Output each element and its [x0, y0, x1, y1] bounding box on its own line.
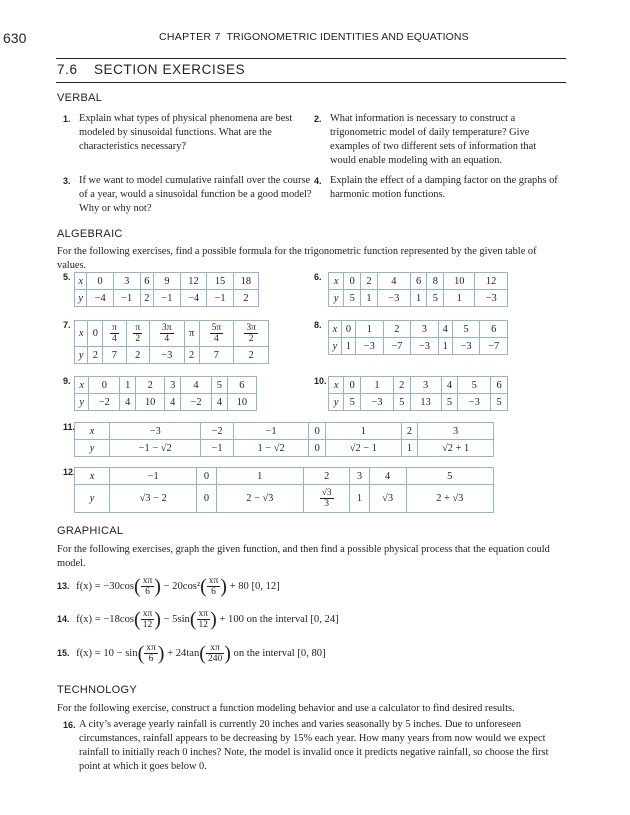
table-cell: x [329, 321, 342, 338]
table-cell: 0 [344, 273, 361, 290]
table-cell: 2 [234, 347, 269, 364]
table-cell: 1 [438, 338, 452, 355]
table-cell: 3 [165, 377, 181, 394]
section-number: 7.6 [57, 62, 78, 77]
exercise-6-table [328, 272, 508, 307]
table-cell: 6 [227, 377, 256, 394]
table-cell: −1 [207, 290, 234, 307]
table-cell: 1 [350, 485, 369, 513]
table-cell: √3 − 2 [110, 485, 197, 513]
chapter-title: TRIGONOMETRIC IDENTITIES AND EQUATIONS [226, 31, 469, 43]
table-cell: 2 [361, 273, 378, 290]
table-cell: 5 [344, 394, 361, 411]
equation-14: 14. f(x) = −18cos( $\frac{x\pi}{12}$ ) − 5sin( $\frac{x\pi}{12}$ ) + 100 on the interval [0, 24] [57, 608, 339, 631]
exercise-7-label: 7. [63, 320, 71, 330]
table-cell: 4 [120, 394, 136, 411]
table-cell: 13 [410, 394, 441, 411]
exercise-5-table [74, 272, 259, 307]
table-row-x [75, 377, 257, 394]
table-cell: x [329, 377, 344, 394]
top-rule [56, 58, 566, 59]
table-cell: 1 [120, 377, 136, 394]
section-title-text: SECTION EXERCISES [93, 62, 246, 77]
y-root3-over-3: $\frac{√3}{3}$ [303, 485, 349, 513]
table-cell: −3 [475, 290, 508, 307]
table-cell: 5 [427, 290, 444, 307]
table-cell: x [329, 273, 344, 290]
table-cell: 1 − √2 [233, 440, 309, 457]
table-cell: 3 [350, 468, 369, 485]
table-cell: 18 [233, 273, 258, 290]
table-row-x [75, 423, 494, 440]
table-cell: 2 [383, 321, 411, 338]
table-row-y [75, 485, 494, 513]
table-cell: y [75, 440, 110, 457]
table-row-x [75, 273, 259, 290]
table-cell: 10 [444, 273, 475, 290]
table-cell: −3 [361, 394, 394, 411]
table-cell: 1 [444, 290, 475, 307]
table-cell: −4 [87, 290, 114, 307]
table-cell: 15 [207, 273, 234, 290]
table-row-y [75, 440, 494, 457]
table-cell: −3 [377, 290, 410, 307]
exercise-9-table [74, 376, 257, 411]
table-cell: 5 [344, 290, 361, 307]
table-cell: y [75, 394, 89, 411]
table-cell: x [75, 468, 110, 485]
table-cell: y [329, 290, 344, 307]
table-cell: 4 [441, 377, 458, 394]
x-3pi-over-2: $\frac{3\pi}{2}$ [234, 321, 269, 347]
table-row-y [329, 290, 508, 307]
exercise-11-table [74, 422, 494, 457]
table-cell: 6 [480, 321, 508, 338]
table-cell: −7 [383, 338, 411, 355]
table-cell: 0 [87, 273, 114, 290]
section-title [57, 62, 245, 77]
table-cell: 7 [103, 347, 126, 364]
table-cell: 2 [136, 377, 165, 394]
table-cell: 2 − √3 [216, 485, 303, 513]
table-cell: 3 [411, 321, 439, 338]
table-cell: x [75, 321, 88, 347]
table-cell: 4 [438, 321, 452, 338]
running-head [159, 31, 469, 43]
table-cell: 10 [136, 394, 165, 411]
table-cell: −3 [110, 423, 201, 440]
graphical-intro: For the following exercises, graph the given function, and then find a possible physical process that the equation could model. [57, 544, 550, 569]
table-cell: 1 [410, 290, 427, 307]
x-3pi-over-4: $\frac{3\pi}{4}$ [149, 321, 184, 347]
table-cell: −4 [180, 290, 207, 307]
table-row-x [329, 321, 508, 338]
table-cell: x [75, 423, 110, 440]
table-row-y [329, 394, 508, 411]
table-cell: √2 + 1 [418, 440, 494, 457]
table-cell: −1 [154, 290, 181, 307]
exercise-8-table [328, 320, 508, 355]
section-rule [56, 82, 566, 83]
table-cell: 0 [341, 321, 355, 338]
table-cell: 1 [326, 423, 402, 440]
table-cell: −3 [149, 347, 184, 364]
table-cell: 5 [406, 468, 493, 485]
table-cell: y [329, 338, 342, 355]
table-cell: y [75, 485, 110, 513]
table-cell: 4 [165, 394, 181, 411]
chapter-label: CHAPTER 7 [159, 31, 221, 43]
table-row-x [75, 468, 494, 485]
table-cell: 5 [441, 394, 458, 411]
table-cell: −1 − √2 [110, 440, 201, 457]
table-row-y [75, 394, 257, 411]
exercise-10-label: 10. [314, 376, 327, 386]
table-cell: −2 [181, 394, 212, 411]
table-cell: −2 [201, 423, 233, 440]
table-row-y [329, 338, 508, 355]
table-cell: 3 [410, 377, 441, 394]
table-cell: 4 [211, 394, 227, 411]
table-cell: 0 [197, 485, 216, 513]
table-cell: 2 [303, 468, 349, 485]
table-row-x [329, 377, 508, 394]
exercise-8-label: 8. [314, 320, 322, 330]
table-cell: 0 [197, 468, 216, 485]
table-cell: 5 [491, 394, 508, 411]
table-cell: 1 [216, 468, 303, 485]
table-cell: 3 [418, 423, 494, 440]
exercise-12-table [74, 467, 494, 513]
technology-intro: For the following exercise, construct a function modeling behavior and use a calculator to find desired results. [57, 703, 515, 714]
table-cell: 2 [88, 347, 103, 364]
table-cell: √2 − 1 [326, 440, 402, 457]
table-cell: −3 [411, 338, 439, 355]
table-cell: 1 [356, 321, 384, 338]
table-cell: 4 [181, 377, 212, 394]
equation-15: 15. f(x) = 10 − sin( $\frac{x\pi}{6}$ ) + 24tan( $\frac{x\pi}{240}$ ) on the interval [0, 80] [57, 642, 326, 665]
table-cell: 12 [180, 273, 207, 290]
table-cell: −3 [458, 394, 491, 411]
table-cell: 1 [341, 338, 355, 355]
table-cell: 0 [344, 377, 361, 394]
exercise-7-table [74, 320, 269, 364]
table-row-x [75, 321, 269, 347]
table-cell: 2 [140, 290, 154, 307]
table-cell: 5 [452, 321, 480, 338]
table-cell: 8 [427, 273, 444, 290]
technology-heading: TECHNOLOGY [57, 684, 138, 696]
graphical-heading: GRAPHICAL [57, 525, 124, 537]
table-cell: 2 [184, 347, 199, 364]
exercise-12-label: 12. [63, 467, 76, 477]
exercise-9-label: 9. [63, 376, 71, 386]
table-cell: 1 [361, 377, 394, 394]
table-cell: 4 [369, 468, 406, 485]
table-cell: x [75, 377, 89, 394]
table-row-y [75, 290, 259, 307]
table-cell: 2 + √3 [406, 485, 493, 513]
table-row-y [75, 347, 269, 364]
table-cell: 6 [491, 377, 508, 394]
table-cell: 6 [410, 273, 427, 290]
algebraic-intro: For the following exercises, find a possible formula for the trigonometric function represented by the given table of values. [57, 246, 537, 271]
table-cell: 1 [401, 440, 418, 457]
table-row-x [329, 273, 508, 290]
table-cell: 1 [361, 290, 378, 307]
table-cell: −3 [356, 338, 384, 355]
table-cell: 6 [140, 273, 154, 290]
table-cell: 0 [309, 440, 326, 457]
table-cell: y [329, 394, 344, 411]
table-cell: 2 [126, 347, 149, 364]
table-cell: π [184, 321, 199, 347]
equation-13: 13. f(x) = −30cos( $\frac{x\pi}{6}$ ) − 20cos²( $\frac{x\pi}{6}$ ) + 80 [0, 12] [57, 575, 280, 598]
table-cell: −1 [201, 440, 233, 457]
table-cell: −1 [110, 468, 197, 485]
table-cell: −7 [480, 338, 508, 355]
table-cell: 7 [199, 347, 234, 364]
table-cell: 2 [233, 290, 258, 307]
algebraic-heading: ALGEBRAIC [57, 228, 123, 240]
table-cell: y [75, 290, 87, 307]
table-cell: 0 [309, 423, 326, 440]
exercise-6-label: 6. [314, 272, 322, 282]
table-cell: −2 [89, 394, 120, 411]
exercise-10-table [328, 376, 508, 411]
x-5pi-over-4: $\frac{5\pi}{4}$ [199, 321, 234, 347]
table-cell: 5 [211, 377, 227, 394]
table-cell: −1 [233, 423, 309, 440]
table-cell: 0 [89, 377, 120, 394]
table-cell: 9 [154, 273, 181, 290]
table-cell: y [75, 347, 88, 364]
table-cell: 10 [227, 394, 256, 411]
verbal-heading: VERBAL [57, 92, 103, 104]
x-pi-over-4: $\frac{\pi}{4}$ [103, 321, 126, 347]
table-cell: −1 [113, 290, 140, 307]
table-cell: x [75, 273, 87, 290]
table-cell: 4 [377, 273, 410, 290]
table-cell: 12 [475, 273, 508, 290]
table-cell: 5 [458, 377, 491, 394]
exercise-11-label: 11. [63, 422, 76, 432]
table-cell: √3 [369, 485, 406, 513]
x-pi-over-2: $\frac{\pi}{2}$ [126, 321, 149, 347]
table-cell: 3 [113, 273, 140, 290]
table-cell: 0 [88, 321, 103, 347]
table-cell: 2 [393, 377, 410, 394]
exercise-5-label: 5. [63, 272, 71, 282]
table-cell: −3 [452, 338, 480, 355]
page-number: 630 [3, 30, 27, 46]
table-cell: 5 [393, 394, 410, 411]
table-cell: 2 [401, 423, 418, 440]
